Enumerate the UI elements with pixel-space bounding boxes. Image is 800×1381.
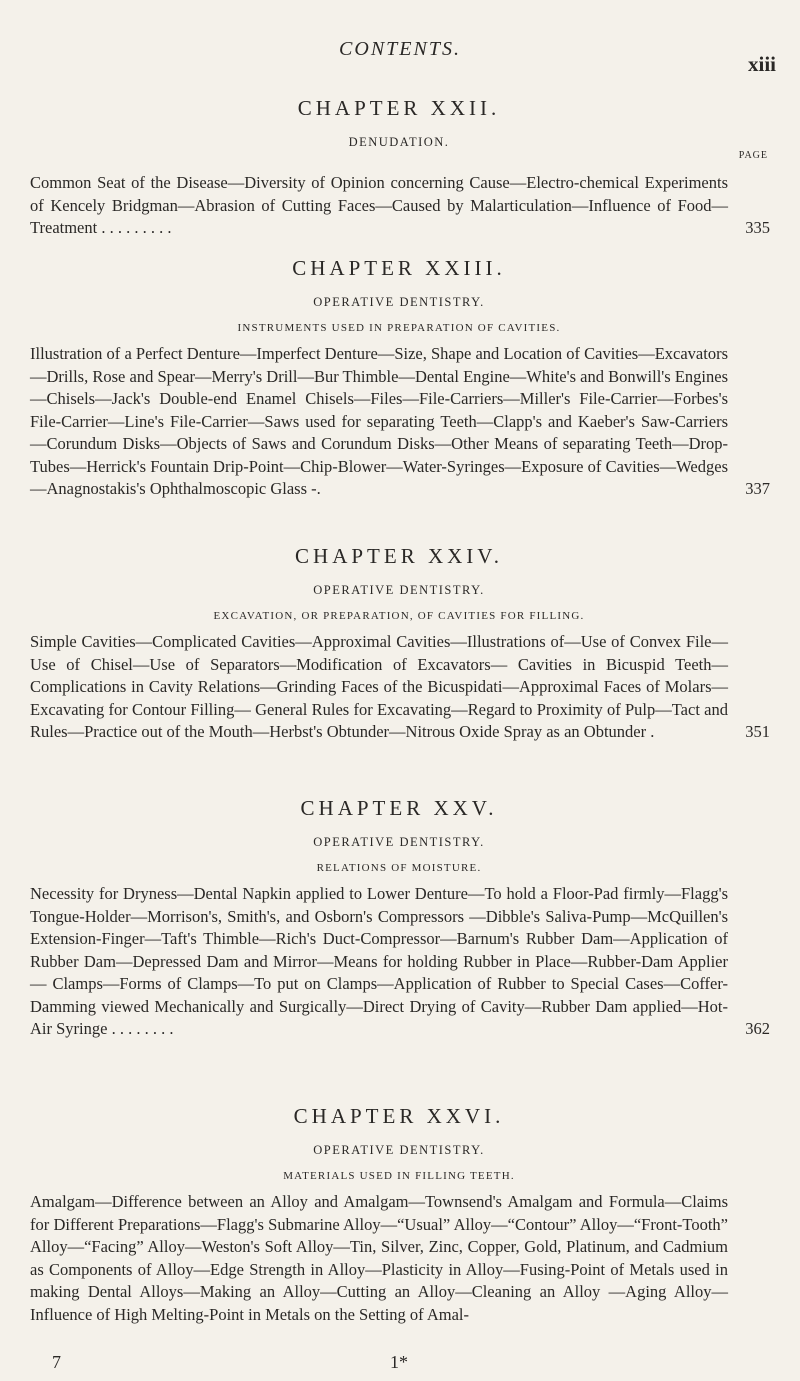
chapter-summary [30,631,768,744]
summary-text: Amalgam—Difference between an Alloy and Amalgam—Townsend's Amalgam and Formula—Claims for Different Preparations—Flagg's Submarine Alloy—“Usual” Alloy—“Contour” Alloy—“Front-Tooth” Alloy—“Facing” Alloy—Weston's Soft Alloy—Tin, Silver, Zinc, Copper, Gold, Platinum, and Cadmium as Components of Alloy—Edge Strength in Alloy—Plasticity in Alloy—Fusing-Point of Metals used in making Dental Alloys—Making an Alloy—Cutting an Alloy—Cleaning an Alloy —Aging Alloy—Influence of High Melting-Point in Metals on the Setting of Amal- [30,1192,728,1324]
chapter-page-ref: 335 [745,218,770,237]
chapter-xxiii [30,256,768,501]
summary-text: Simple Cavities—Complicated Cavities—Approximal Cavities—Illustrations of—Use of Convex File—Use of Chisel—Use of Separators—Modification of Excavators— Cavities in Bicuspid Teeth—Complications in Cavity Relations—Grinding Faces of the Bicuspidati—Approximal Faces of Molars—Excavating for Contour Filling— General Rules for Excavating—Regard to Proximity of Pulp—Tact and Rules—Practice out of the Mouth—Herbst's Obtunder—Nitrous Oxide Spray as an Obtunder . [30,632,728,741]
chapter-subtitle: OPERATIVE DENTISTRY. [313,583,485,597]
chapter-xxii [30,96,768,240]
signature-mark-left: 7 [52,1352,61,1372]
chapter-summary [30,172,768,240]
chapter-title: CHAPTER XXIV. [295,544,503,568]
chapter-xxvi [30,1104,768,1326]
signature-mark: 1* [390,1352,408,1372]
chapter-section-heading: EXCAVATION, OR PREPARATION, OF CAVITIES FOR FILLING. [213,610,585,622]
chapter-summary [30,343,768,501]
chapter-page-ref: 337 [745,479,770,498]
chapter-title: CHAPTER XXV. [300,796,498,820]
chapter-title: CHAPTER XXIII. [292,256,506,280]
chapter-subtitle: OPERATIVE DENTISTRY. [313,835,485,849]
chapter-xxv [30,796,768,1041]
chapter-section-heading: INSTRUMENTS USED IN PREPARATION OF CAVITIES. [237,322,561,334]
chapter-subtitle: OPERATIVE DENTISTRY. [313,1143,485,1157]
summary-text: Common Seat of the Disease—Diversity of Opinion concerning Cause—Electro-chemical Experiments of Kencely Bridgman—Abrasion of Cutting Faces—Caused by Malarticulation—Influence of Food—Treatment . . . . . . . . . [30,173,728,237]
page-number: xiii [747,52,776,76]
chapter-page-ref: 362 [745,1019,770,1038]
chapter-subtitle: OPERATIVE DENTISTRY. [313,295,485,309]
chapter-summary [30,1191,768,1326]
chapter-xxiv [30,544,768,744]
chapter-page-ref: 351 [745,722,770,741]
running-head: CONTENTS. [339,38,461,60]
chapter-section-heading: MATERIALS USED IN FILLING TEETH. [283,1170,515,1182]
chapter-title: CHAPTER XXII. [297,96,501,120]
summary-text: Illustration of a Perfect Denture—Imperfect Denture—Size, Shape and Location of Cavities—Excavators—Drills, Rose and Spear—Merry's Drill—Bur Thimble—Dental Engine—White's and Bonwill's Engines—Chisels—Jack's Double-end Enamel Chisels—Files—File-Carriers—Miller's File-Carrier—Forbes's File-Carrier—Line's File-Carrier—Saws used for separating Teeth—Clapp's and Kaeber's Saw-Carriers —Corundum Disks—Objects of Saws and Corundum Disks—Other Means of separating Teeth—Drop-Tubes—Herrick's Fountain Drip-Point—Chip-Blower—Water-Syringes—Exposure of Cavities—Wedges—Anagnostakis's Ophthalmoscopic Glass -. [30,344,728,498]
chapter-section-heading: RELATIONS OF MOISTURE. [316,862,482,874]
chapter-subtitle: DENUDATION. [348,135,450,149]
chapter-summary [30,883,768,1041]
chapter-title: CHAPTER XXVI. [293,1104,505,1128]
page-column-label: PAGE [738,150,768,161]
summary-text: Necessity for Dryness—Dental Napkin applied to Lower Denture—To hold a Floor-Pad firmly—Flagg's Tongue-Holder—Morrison's, Smith's, and Osborn's Compressors —Dibble's Saliva-Pump—McQuillen's Extension-Finger—Taft's Thimble—Rich's Duct-Compressor—Barnum's Rubber Dam—Application of Rubber Dam—Depressed Dam and Mirror—Means for holding Rubber in Place—Rubber-Dam Applier— Clamps—Forms of Clamps—To put on Clamps—Application of Rubber to Special Cases—Coffer-Damming viewed Mechanically and Surgically—Direct Drying of Cavity—Rubber Dam applied—Hot-Air Syringe . . . . . . . . [30,884,728,1038]
